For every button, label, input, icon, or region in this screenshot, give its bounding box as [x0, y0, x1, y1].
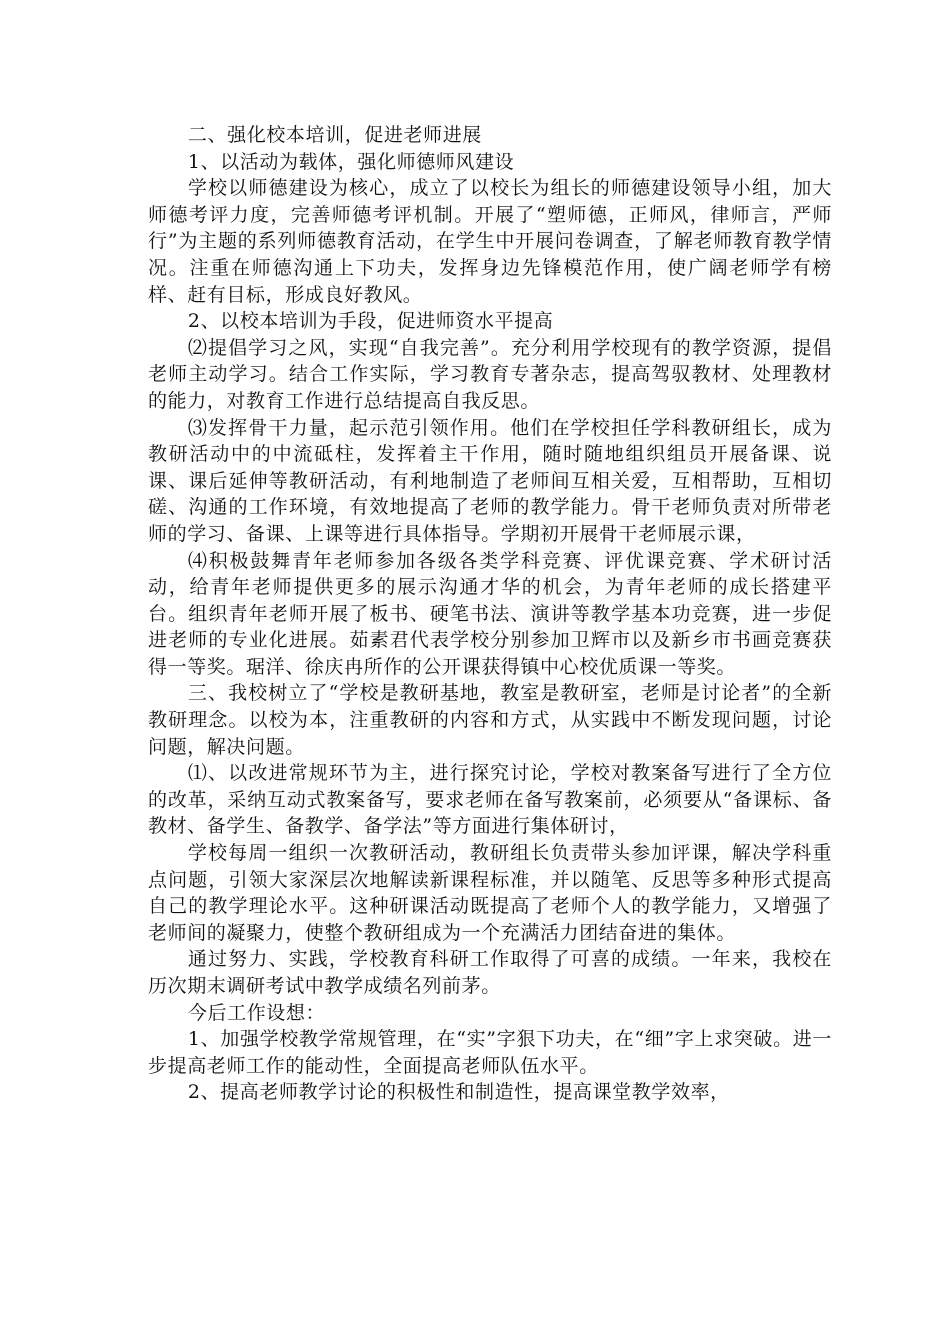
- body-paragraph: 学校每周一组织一次教研活动，教研组长负责带头参加评课，解决学科重点问题，引领大家深层次地解读新课程标准，并以随笔、反思等多种形式提高自己的教学理论水平。这种研课活动既提高了老师个人的教学能力，又增强了老师间的凝聚力，使整个教研组成为一个充满活力团结奋进的集体。: [148, 842, 832, 944]
- body-paragraph: 学校以师德建设为核心，成立了以校长为组长的师德建设领导小组，加大师德考评力度，完善师德考评机制。开展了“塑师德，正师风，律师言，严师行”为主题的系列师德教育活动，在学生中开展问卷调查，了解老师教育教学情况。注重在师德沟通上下功夫，发挥身边先锋模范作用，使广阔老师学有榜样、赶有目标，形成良好教风。: [148, 177, 832, 306]
- body-paragraph: ⑵提倡学习之风，实现“自我完善”。充分利用学校现有的教学资源，提倡老师主动学习。结合工作实际，学习教育专著杂志，提高驾驭教材、处理教材的能力，对教育工作进行总结提高自我反思。: [148, 336, 832, 412]
- body-paragraph: ⑴、以改进常规环节为主，进行探究讨论，学校对教案备写进行了全方位的改革，采纳互动式教案备写，要求老师在备写教案前，必须要从“备课标、备教材、备学生、备教学、备学法”等方面进行集体研讨，: [148, 762, 832, 838]
- body-paragraph: 通过努力、实践，学校教育科研工作取得了可喜的成绩。一年来，我校在历次期末调研考试中教学成绩名列前茅。: [148, 948, 832, 997]
- document-body: [148, 122, 832, 1106]
- section-heading: 二、强化校本培训，促进老师进展: [187, 124, 482, 146]
- body-paragraph: ⑶发挥骨干力量，起示范引领作用。他们在学校担任学科教研组长，成为教研活动中的中流砥柱，发挥着主干作用，随时随地组织组员开展备课、说课、课后延伸等教研活动，有利地制造了老师间互相关爱，互相帮助，互相切磋、沟通的工作环境，有效地提高了老师的教学能力。骨干老师负责对所带老师的学习、备课、上课等进行具体指导。学期初开展骨干老师展示课，: [148, 416, 832, 545]
- list-item: 2、提高老师教学讨论的积极性和制造性，提高课堂教学效率，: [187, 1081, 730, 1104]
- subsection-heading: 1、以活动为载体，强化师德师风建设: [187, 150, 515, 173]
- section-paragraph: 三、我校树立了“学校是教研基地，教室是教研室，老师是讨论者”的全新教研理念。以校为本，注重教研的内容和方式，从实践中不断发现问题，讨论问题，解决问题。: [148, 682, 832, 758]
- list-item: 1、加强学校教学常规管理，在“实”字狠下功夫，在“细”字上求突破。进一步提高老师工作的能动性，全面提高老师队伍水平。: [148, 1028, 832, 1077]
- subsection-heading: 2、以校本培训为手段，促进师资水平提高: [187, 310, 554, 333]
- body-paragraph: ⑷积极鼓舞青年老师参加各级各类学科竞赛、评优课竞赛、学术研讨活动，给青年老师提供更多的展示沟通才华的机会，为青年老师的成长搭建平台。组织青年老师开展了板书、硬笔书法、演讲等教学基本功竞赛，进一步促进老师的专业化进展。茹素君代表学校分别参加卫辉市以及新乡市书画竞赛获得一等奖。琚洋、徐庆冉所作的公开课获得镇中心校优质课一等奖。: [148, 549, 832, 678]
- subsection-heading: 今后工作设想：: [187, 1001, 326, 1024]
